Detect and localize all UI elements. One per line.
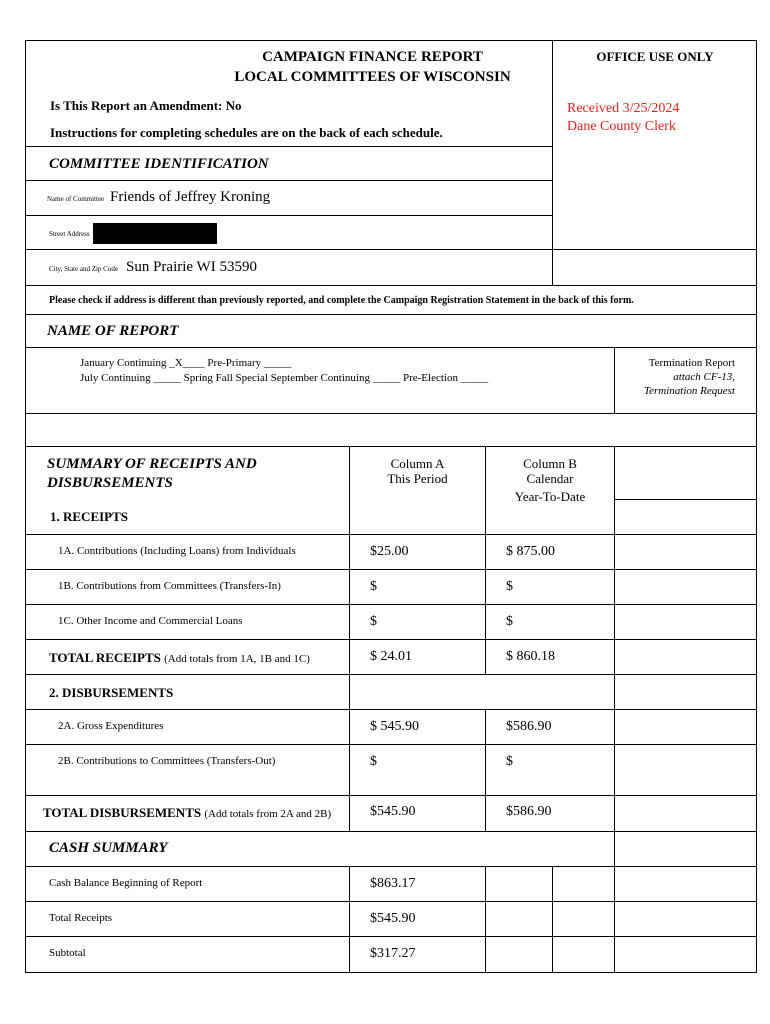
received-stamp-line1: Received 3/25/2024	[567, 101, 680, 116]
form-title-line2: LOCAL COMMITTEES OF WISCONSIN	[234, 69, 511, 85]
row-2a-label: 2A. Gross Expenditures	[58, 720, 164, 732]
row-1c-column-a: $	[370, 614, 377, 629]
cash-beginning-label: Cash Balance Beginning of Report	[49, 877, 203, 889]
row-1a-column-a: $25.00	[370, 544, 409, 559]
total-disbursements-label	[43, 805, 331, 821]
received-stamp-line2: Dane County Clerk	[567, 119, 676, 134]
cash-total-receipts-label: Total Receipts	[49, 912, 113, 924]
cash-total-receipts-value: $545.90	[370, 911, 416, 926]
cash-beginning-value: $863.17	[370, 876, 416, 891]
cash-subtotal-label: Subtotal	[49, 947, 86, 959]
column-a-header-line1: Column A	[390, 456, 445, 471]
summary-heading-line1: SUMMARY OF RECEIPTS AND	[47, 456, 257, 472]
total-disbursements-column-a: $545.90	[370, 804, 416, 819]
total-disbursements-title: TOTAL DISBURSEMENTS	[43, 805, 202, 820]
street-address-label: Street Address	[49, 230, 90, 238]
form-title-line1: CAMPAIGN FINANCE REPORT	[262, 49, 483, 65]
receipts-heading: 1. RECEIPTS	[50, 509, 129, 524]
column-a-header-line2: This Period	[387, 471, 448, 486]
termination-report-label: Termination Report	[648, 357, 735, 369]
column-b-header-line3: Year-To-Date	[514, 489, 586, 504]
cash-summary-heading: CASH SUMMARY	[49, 840, 168, 856]
address-change-note: Please check if address is different than previously reported, and complete the Campaign Registration Statement in the back of this form.	[49, 295, 634, 306]
city-state-zip-label: City, State and Zip Code	[49, 265, 118, 273]
row-1b-label: 1B. Contributions from Committees (Transfers-In)	[58, 580, 281, 592]
amendment-status: Is This Report an Amendment: No	[50, 98, 242, 113]
total-receipts-note: (Add totals from 1A, 1B and 1C)	[164, 653, 310, 665]
redacted-street-address	[93, 223, 217, 244]
row-1c-column-b: $	[506, 614, 513, 629]
row-2b-column-b: $	[506, 754, 513, 769]
name-of-report-heading: NAME OF REPORT	[47, 323, 179, 339]
termination-request-note: Termination Request	[644, 385, 735, 397]
office-use-label: OFFICE USE ONLY	[596, 49, 714, 64]
total-receipts-column-b: $ 860.18	[506, 649, 555, 664]
report-period-line2: July Continuing _____ Spring Fall Special September Continuing _____ Pre-Election _____	[80, 372, 489, 384]
row-1b-column-b: $	[506, 579, 513, 594]
committee-name-value: Friends of Jeffrey Kroning	[110, 189, 271, 205]
row-1a-label: 1A. Contributions (Including Loans) from Individuals	[58, 545, 296, 557]
row-2b-column-a: $	[370, 754, 377, 769]
row-2a-column-a: $ 545.90	[370, 719, 419, 734]
report-period-line1: January Continuing _X____ Pre-Primary _____	[80, 357, 292, 369]
total-receipts-title: TOTAL RECEIPTS	[49, 650, 161, 665]
committee-identification-heading: COMMITTEE IDENTIFICATION	[49, 156, 269, 172]
instructions-note: Instructions for completing schedules are on the back of each schedule.	[50, 125, 443, 140]
row-1c-label: 1C. Other Income and Commercial Loans	[58, 615, 243, 627]
total-receipts-label	[49, 650, 310, 666]
row-2b-label: 2B. Contributions to Committees (Transfers-Out)	[58, 755, 276, 767]
cash-subtotal-value: $317.27	[370, 946, 416, 961]
city-state-zip-value: Sun Prairie WI 53590	[126, 259, 257, 275]
row-1b-column-a: $	[370, 579, 377, 594]
committee-name-label: Name of Committee	[47, 195, 105, 203]
column-b-header-line1: Column B	[523, 456, 577, 471]
total-disbursements-column-b: $586.90	[506, 804, 552, 819]
row-2a-column-b: $586.90	[506, 719, 552, 734]
column-b-header-line2: Calendar	[526, 471, 574, 486]
termination-attach-note: attach CF-13,	[673, 371, 735, 383]
total-receipts-column-a: $ 24.01	[370, 649, 412, 664]
summary-heading-line2: DISBURSEMENTS	[47, 475, 173, 491]
total-disbursements-note: (Add totals from 2A and 2B)	[204, 808, 332, 820]
row-1a-column-b: $ 875.00	[506, 544, 555, 559]
disbursements-heading: 2. DISBURSEMENTS	[49, 685, 174, 700]
